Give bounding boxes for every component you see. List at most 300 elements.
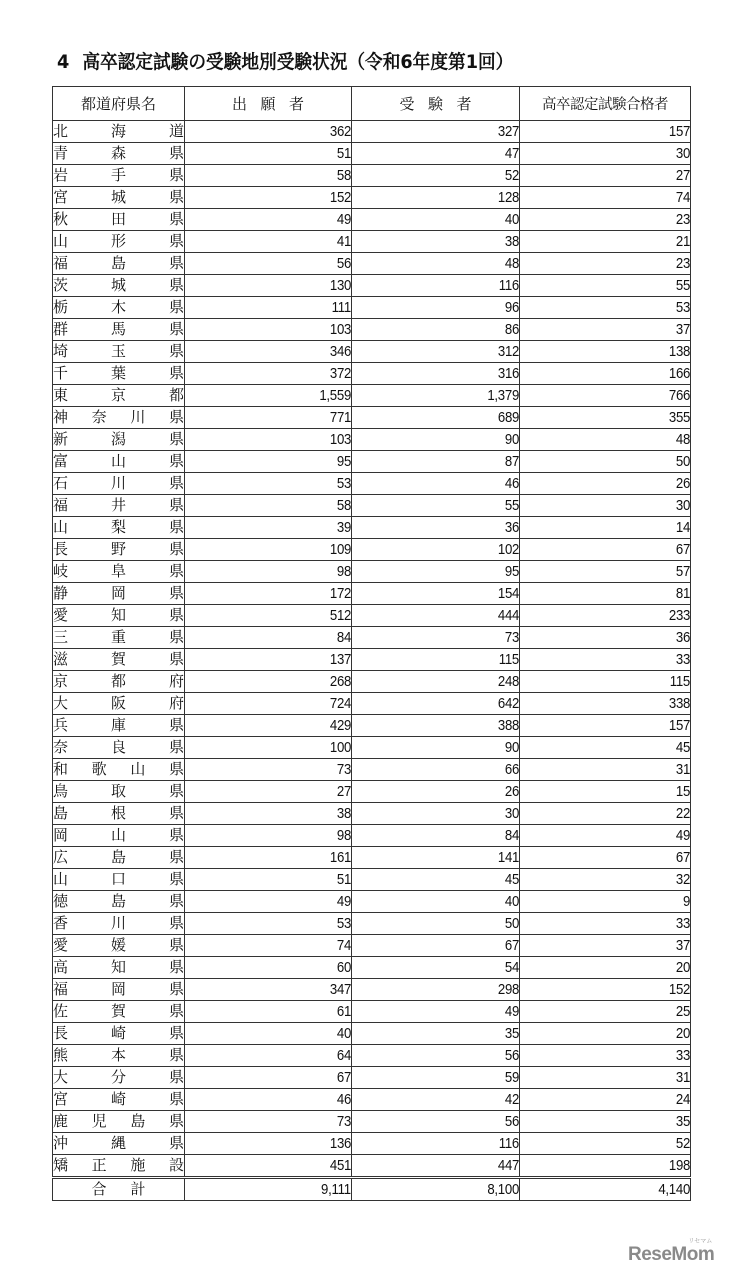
examinees-cell-value: 50 — [504, 915, 519, 932]
passers-cell — [520, 627, 691, 649]
passers-cell-value: 233 — [668, 607, 690, 624]
prefecture-char: 群 — [53, 320, 69, 338]
prefecture-cell — [53, 693, 185, 715]
applicants-cell — [185, 429, 352, 451]
passers-cell — [520, 583, 691, 605]
passers-cell — [520, 407, 691, 429]
examinees-cell — [352, 209, 520, 231]
prefecture-char: 佐 — [53, 1002, 69, 1020]
passers-cell-value: 20 — [675, 1025, 690, 1042]
prefecture-cell — [53, 319, 185, 341]
prefecture-name — [53, 275, 184, 296]
passers-cell-value: 157 — [668, 123, 690, 140]
prefecture-name — [53, 737, 184, 758]
applicants-cell-value: 46 — [336, 1091, 351, 1108]
passers-cell-value: 33 — [675, 651, 690, 668]
prefecture-name — [53, 539, 184, 560]
prefecture-char: 県 — [168, 210, 184, 228]
prefecture-char: 分 — [110, 1068, 126, 1086]
prefecture-cell — [53, 539, 185, 561]
applicants-cell-value: 136 — [329, 1135, 351, 1152]
table-row — [53, 979, 691, 1001]
examinees-cell — [352, 121, 520, 143]
examinees-cell-value: 52 — [504, 167, 519, 184]
prefecture-char: 熊 — [53, 1046, 69, 1064]
prefecture-char: 賀 — [110, 650, 126, 668]
prefecture-cell — [53, 1111, 185, 1133]
prefecture-char: 徳 — [53, 892, 69, 910]
applicants-cell-value: 51 — [336, 871, 351, 888]
passers-cell — [520, 495, 691, 517]
examinees-cell-value: 87 — [504, 453, 519, 470]
prefecture-char: 県 — [168, 452, 184, 470]
prefecture-cell — [53, 121, 185, 143]
passers-cell — [520, 605, 691, 627]
prefecture-char: 長 — [53, 540, 69, 558]
prefecture-char: 口 — [110, 870, 126, 888]
applicants-cell — [185, 561, 352, 583]
applicants-cell — [185, 143, 352, 165]
passers-cell-value: 138 — [668, 343, 690, 360]
prefecture-char: 府 — [168, 672, 184, 690]
table-row — [53, 781, 691, 803]
applicants-cell-value: 40 — [336, 1025, 351, 1042]
applicants-cell — [185, 187, 352, 209]
prefecture-name — [53, 341, 184, 362]
applicants-cell — [185, 737, 352, 759]
prefecture-name — [53, 583, 184, 604]
resemom-logo — [628, 1239, 715, 1266]
applicants-cell-value: 56 — [336, 255, 351, 272]
applicants-cell — [185, 869, 352, 891]
prefecture-cell — [53, 209, 185, 231]
applicants-cell — [185, 1023, 352, 1045]
examinees-cell — [352, 429, 520, 451]
applicants-cell — [185, 1045, 352, 1067]
passers-cell-value: 53 — [675, 299, 690, 316]
prefecture-char: 県 — [168, 760, 184, 778]
prefecture-name — [53, 715, 184, 736]
prefecture-char: 正 — [91, 1156, 107, 1174]
table-row — [53, 693, 691, 715]
prefecture-char: 島 — [110, 848, 126, 866]
examinees-cell-value: 102 — [497, 541, 519, 558]
prefecture-char: 山 — [110, 826, 126, 844]
examinees-cell — [352, 935, 520, 957]
prefecture-char: 香 — [53, 914, 69, 932]
table-row — [53, 385, 691, 407]
passers-cell-value: 37 — [675, 321, 690, 338]
prefecture-char: 県 — [168, 298, 184, 316]
examinees-cell-value: 96 — [504, 299, 519, 316]
applicants-cell-value: 27 — [336, 783, 351, 800]
applicants-cell-value: 58 — [336, 167, 351, 184]
prefecture-name — [53, 473, 184, 494]
applicants-cell — [185, 165, 352, 187]
prefecture-char: 千 — [53, 364, 69, 382]
applicants-cell-value: 61 — [336, 1003, 351, 1020]
passers-cell — [520, 1111, 691, 1133]
prefecture-cell — [53, 341, 185, 363]
table-row — [53, 957, 691, 979]
prefecture-char: 県 — [168, 1068, 184, 1086]
prefecture-char: 愛 — [53, 936, 69, 954]
prefecture-char: 奈 — [53, 738, 69, 756]
prefecture-char: 県 — [168, 408, 184, 426]
passers-cell-value: 198 — [668, 1157, 690, 1174]
passers-cell-value: 57 — [675, 563, 690, 580]
prefecture-char: 県 — [168, 606, 184, 624]
prefecture-name — [53, 759, 184, 780]
passers-cell — [520, 715, 691, 737]
prefecture-char: 県 — [168, 496, 184, 514]
table-row — [53, 649, 691, 671]
examinees-cell-value: 116 — [498, 1135, 519, 1152]
passers-cell-value: 48 — [675, 431, 690, 448]
prefecture-char: 県 — [168, 870, 184, 888]
prefecture-char: 京 — [110, 386, 126, 404]
prefecture-name — [53, 495, 184, 516]
examinees-cell — [352, 1155, 520, 1178]
applicants-cell — [185, 231, 352, 253]
prefecture-cell — [53, 1155, 185, 1178]
passers-cell — [520, 363, 691, 385]
total-passers-value: 4,140 — [658, 1181, 690, 1198]
prefecture-char: 和 — [53, 760, 69, 778]
total-label — [53, 1178, 185, 1201]
prefecture-char: 県 — [168, 562, 184, 580]
prefecture-char: 島 — [110, 254, 126, 272]
passers-cell-value: 355 — [668, 409, 690, 426]
prefecture-name — [53, 627, 184, 648]
examinees-cell — [352, 1001, 520, 1023]
prefecture-char: 栃 — [53, 298, 69, 316]
prefecture-cell — [53, 253, 185, 275]
prefecture-char: 県 — [168, 650, 184, 668]
examinees-cell-value: 66 — [504, 761, 519, 778]
prefecture-name — [53, 407, 184, 428]
examinees-cell — [352, 473, 520, 495]
examinees-cell-value: 141 — [497, 849, 519, 866]
prefecture-cell — [53, 363, 185, 385]
applicants-cell-value: 53 — [336, 475, 351, 492]
examinees-cell-value: 46 — [504, 475, 519, 492]
table-row — [53, 209, 691, 231]
prefecture-char: 山 — [53, 518, 69, 536]
applicants-cell — [185, 1067, 352, 1089]
table-row — [53, 407, 691, 429]
applicants-cell-value: 98 — [336, 827, 351, 844]
passers-cell — [520, 517, 691, 539]
examinees-cell-value: 128 — [497, 189, 519, 206]
prefecture-char: 県 — [168, 540, 184, 558]
passers-cell-value: 31 — [675, 1069, 690, 1086]
prefecture-char: 木 — [110, 298, 126, 316]
prefecture-char: 県 — [168, 804, 184, 822]
prefecture-char: 設 — [168, 1156, 184, 1174]
applicants-cell — [185, 891, 352, 913]
applicants-cell — [185, 297, 352, 319]
prefecture-char: 秋 — [53, 210, 69, 228]
table-row — [53, 143, 691, 165]
prefecture-cell — [53, 605, 185, 627]
passers-cell-value: 23 — [675, 255, 690, 272]
examinees-cell — [352, 231, 520, 253]
prefecture-cell — [53, 627, 185, 649]
passers-cell-value: 30 — [675, 497, 690, 514]
applicants-cell — [185, 1001, 352, 1023]
passers-cell — [520, 1133, 691, 1155]
prefecture-char: 三 — [53, 628, 69, 646]
prefecture-char: 馬 — [110, 320, 126, 338]
table-row — [53, 737, 691, 759]
passers-cell — [520, 1155, 691, 1178]
examinees-cell-value: 73 — [504, 629, 519, 646]
prefecture-char: 崎 — [110, 1090, 126, 1108]
prefecture-char: 道 — [168, 122, 184, 140]
passers-cell-value: 766 — [668, 387, 690, 404]
passers-cell — [520, 869, 691, 891]
prefecture-name — [53, 913, 184, 934]
prefecture-name — [53, 891, 184, 912]
applicants-cell — [185, 341, 352, 363]
examinees-cell-value: 444 — [497, 607, 519, 624]
prefecture-name — [53, 429, 184, 450]
examinees-cell — [352, 649, 520, 671]
prefecture-char: 福 — [53, 496, 69, 514]
prefecture-char: 愛 — [53, 606, 69, 624]
examinees-cell-value: 90 — [504, 739, 519, 756]
examinees-cell — [352, 253, 520, 275]
applicants-cell-value: 771 — [329, 409, 351, 426]
prefecture-char: 北 — [53, 122, 69, 140]
prefecture-name — [53, 605, 184, 626]
passers-cell — [520, 209, 691, 231]
prefecture-char: 県 — [168, 958, 184, 976]
applicants-cell-value: 103 — [329, 321, 351, 338]
prefecture-cell — [53, 1001, 185, 1023]
examinees-cell — [352, 143, 520, 165]
prefecture-cell — [53, 583, 185, 605]
prefecture-char: 県 — [168, 826, 184, 844]
examinees-cell — [352, 869, 520, 891]
prefecture-char: 県 — [168, 628, 184, 646]
page-title — [57, 47, 513, 74]
prefecture-char: 庫 — [110, 716, 126, 734]
prefecture-char: 県 — [168, 188, 184, 206]
table-row — [53, 627, 691, 649]
table-row — [53, 1001, 691, 1023]
passers-cell-value: 21 — [675, 233, 690, 250]
prefecture-char: 高 — [53, 958, 69, 976]
examinees-cell-value: 642 — [497, 695, 519, 712]
prefecture-char: 県 — [168, 1024, 184, 1042]
prefecture-char: 良 — [110, 738, 126, 756]
prefecture-cell — [53, 715, 185, 737]
prefecture-cell — [53, 869, 185, 891]
prefecture-char: 潟 — [110, 430, 126, 448]
table-row — [53, 803, 691, 825]
passers-cell-value: 166 — [668, 365, 690, 382]
applicants-cell-value: 53 — [336, 915, 351, 932]
table-row — [53, 891, 691, 913]
passers-cell — [520, 319, 691, 341]
applicants-cell — [185, 209, 352, 231]
applicants-cell-value: 67 — [336, 1069, 351, 1086]
examinees-cell-value: 56 — [504, 1047, 519, 1064]
header-passers — [520, 87, 691, 121]
prefecture-name — [53, 1133, 184, 1154]
applicants-cell — [185, 319, 352, 341]
prefecture-name — [53, 209, 184, 230]
examinees-cell-value: 447 — [497, 1157, 519, 1174]
prefecture-cell — [53, 847, 185, 869]
examinees-cell — [352, 957, 520, 979]
examinees-cell-value: 86 — [504, 321, 519, 338]
applicants-cell-value: 1,559 — [319, 387, 351, 404]
passers-cell — [520, 979, 691, 1001]
applicants-cell-value: 137 — [329, 651, 351, 668]
prefecture-char: 井 — [110, 496, 126, 514]
prefecture-char: 島 — [110, 892, 126, 910]
applicants-cell — [185, 473, 352, 495]
passers-cell-value: 15 — [675, 783, 690, 800]
prefecture-char: 田 — [110, 210, 126, 228]
examinees-cell-value: 90 — [504, 431, 519, 448]
applicants-cell-value: 161 — [329, 849, 351, 866]
applicants-cell-value: 152 — [329, 189, 351, 206]
passers-cell — [520, 671, 691, 693]
examinees-cell-value: 689 — [497, 409, 519, 426]
applicants-cell — [185, 539, 352, 561]
examinees-cell-value: 26 — [504, 783, 519, 800]
prefecture-char: 島 — [130, 1112, 146, 1130]
examinees-cell-value: 67 — [504, 937, 519, 954]
prefecture-name — [53, 363, 184, 384]
prefecture-cell — [53, 1045, 185, 1067]
passers-cell-value: 9 — [682, 893, 690, 910]
applicants-cell — [185, 979, 352, 1001]
passers-cell-value: 22 — [675, 805, 690, 822]
table-body — [53, 121, 691, 1201]
examinees-cell — [352, 363, 520, 385]
prefecture-char: 県 — [168, 584, 184, 602]
examinees-cell — [352, 1023, 520, 1045]
prefecture-char: 取 — [110, 782, 126, 800]
prefecture-char: 川 — [110, 474, 126, 492]
prefecture-char: 山 — [110, 452, 126, 470]
examinees-cell — [352, 693, 520, 715]
prefecture-char: 京 — [53, 672, 69, 690]
examinees-cell — [352, 715, 520, 737]
prefecture-char: 静 — [53, 584, 69, 602]
prefecture-cell — [53, 143, 185, 165]
prefecture-cell — [53, 1089, 185, 1111]
examinees-cell — [352, 495, 520, 517]
applicants-cell-value: 84 — [336, 629, 351, 646]
applicants-cell — [185, 825, 352, 847]
total-row — [53, 1178, 691, 1201]
examinees-cell — [352, 539, 520, 561]
table-row — [53, 297, 691, 319]
prefecture-char: 県 — [168, 914, 184, 932]
examinees-cell-value: 55 — [504, 497, 519, 514]
table-row — [53, 583, 691, 605]
passers-cell — [520, 385, 691, 407]
prefecture-char: 福 — [53, 254, 69, 272]
passers-cell-value: 115 — [669, 673, 690, 690]
prefecture-cell — [53, 297, 185, 319]
total-applicants — [185, 1178, 352, 1201]
header-prefecture — [53, 87, 185, 121]
prefecture-char: 県 — [168, 144, 184, 162]
prefecture-char: 県 — [168, 848, 184, 866]
prefecture-cell — [53, 781, 185, 803]
prefecture-name — [53, 1089, 184, 1110]
examinees-cell — [352, 825, 520, 847]
prefecture-name — [53, 319, 184, 340]
prefecture-name — [53, 1067, 184, 1088]
prefecture-char: 知 — [110, 606, 126, 624]
applicants-cell — [185, 451, 352, 473]
passers-cell — [520, 451, 691, 473]
prefecture-char: 埼 — [53, 342, 69, 360]
examinees-cell — [352, 583, 520, 605]
prefecture-name — [53, 869, 184, 890]
passers-cell-value: 26 — [675, 475, 690, 492]
applicants-cell — [185, 935, 352, 957]
passers-cell-value: 49 — [675, 827, 690, 844]
title-number: 4 — [57, 51, 70, 73]
prefecture-char: 根 — [110, 804, 126, 822]
prefecture-cell — [53, 913, 185, 935]
prefecture-char: 本 — [110, 1046, 126, 1064]
applicants-cell — [185, 627, 352, 649]
table-row — [53, 1089, 691, 1111]
examinees-cell — [352, 517, 520, 539]
applicants-cell-value: 58 — [336, 497, 351, 514]
prefecture-char: 城 — [110, 276, 126, 294]
prefecture-name — [53, 957, 184, 978]
passers-cell-value: 24 — [675, 1091, 690, 1108]
passers-cell-value: 37 — [675, 937, 690, 954]
examinees-cell — [352, 737, 520, 759]
prefecture-name — [53, 649, 184, 670]
prefecture-name — [53, 253, 184, 274]
examinees-cell — [352, 671, 520, 693]
table-row — [53, 341, 691, 363]
examinees-cell — [352, 759, 520, 781]
header-passers-label: 高卒認定試験合格者 — [542, 97, 668, 113]
prefecture-char: 府 — [168, 694, 184, 712]
prefecture-char: 大 — [53, 694, 69, 712]
passers-cell-value: 52 — [675, 1135, 690, 1152]
prefecture-char: 梨 — [110, 518, 126, 536]
passers-cell — [520, 693, 691, 715]
table-row — [53, 121, 691, 143]
applicants-cell-value: 362 — [329, 123, 351, 140]
examinees-cell — [352, 275, 520, 297]
table-row — [53, 1155, 691, 1178]
prefecture-char: 岐 — [53, 562, 69, 580]
applicants-cell-value: 346 — [329, 343, 351, 360]
passers-cell — [520, 297, 691, 319]
prefecture-name — [53, 165, 184, 186]
prefecture-cell — [53, 1023, 185, 1045]
prefecture-char: 媛 — [110, 936, 126, 954]
examinees-cell-value: 248 — [497, 673, 519, 690]
examinees-cell-value: 48 — [504, 255, 519, 272]
